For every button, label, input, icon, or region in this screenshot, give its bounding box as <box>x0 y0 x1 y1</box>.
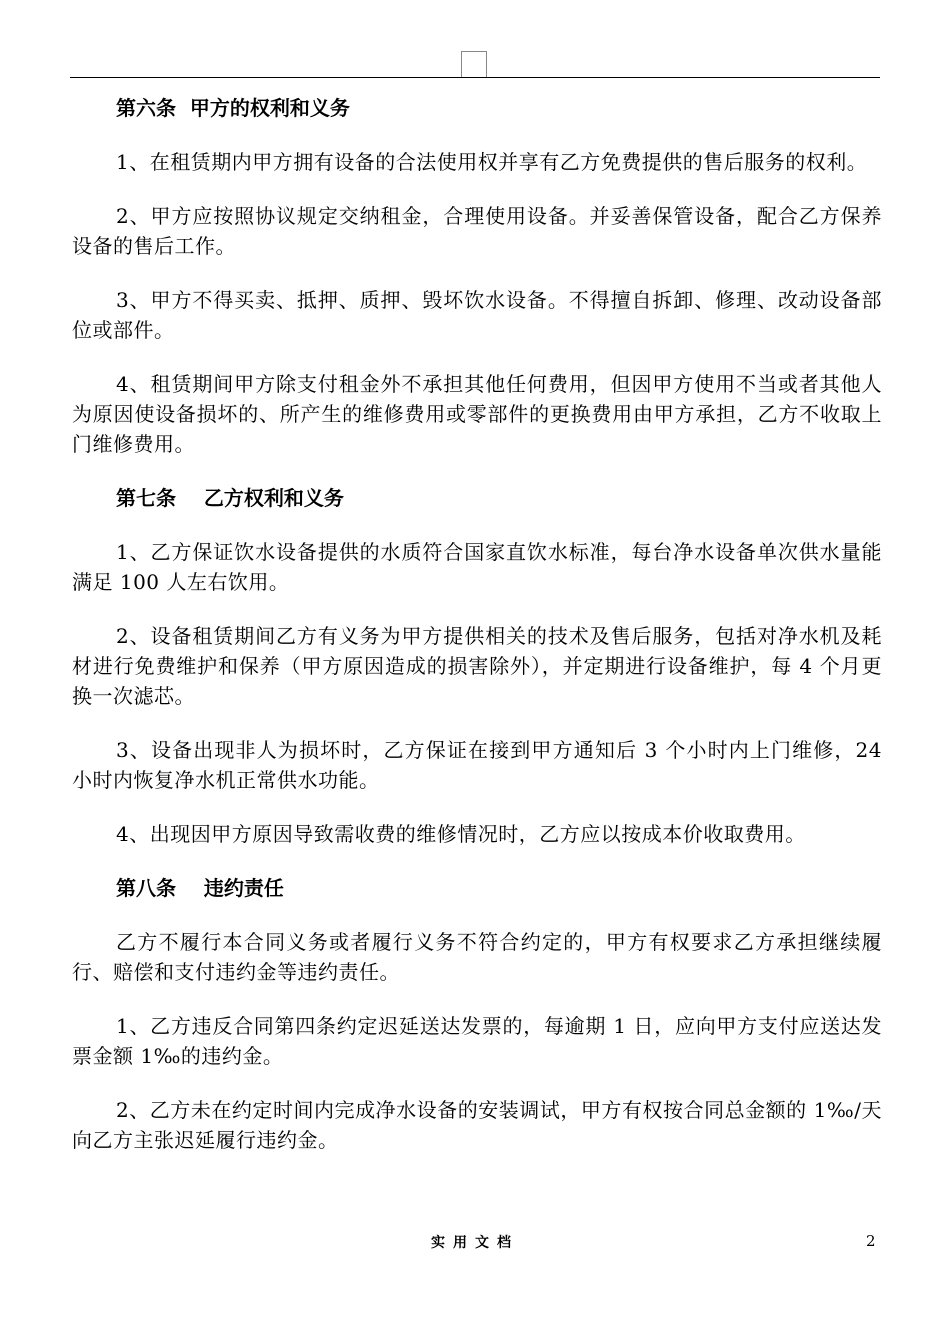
section-7-item-1: 1、乙方保证饮水设备提供的水质符合国家直饮水标准，每台净水设备单次供水量能满足 100 人左右饮用。 <box>72 540 882 594</box>
section-6-item-1: 1、在租赁期内甲方拥有设备的合法使用权并享有乙方免费提供的售后服务的权利。 <box>116 150 868 174</box>
section-8-heading: 第八条 违约责任 <box>116 876 284 900</box>
section-7-item-2: 2、设备租赁期间乙方有义务为甲方提供相关的技术及售后服务，包括对净水机及耗材进行免费维护和保养（甲方原因造成的损害除外），并定期进行设备维护，每 4 个月更换一次滤芯。 <box>72 624 882 708</box>
section-6-item-4: 4、租赁期间甲方除支付租金外不承担其他任何费用，但因甲方使用不当或者其他人为原因使设备损坏的、所产生的维修费用或零部件的更换费用由甲方承担，乙方不收取上门维修费用。 <box>72 372 882 456</box>
section-6-item-2: 2、甲方应按照协议规定交纳租金，合理使用设备。并妥善保管设备，配合乙方保养设备的售后工作。 <box>72 204 882 258</box>
page-number: 2 <box>866 1232 876 1250</box>
header-rule <box>70 77 880 78</box>
section-8-item-1: 1、乙方违反合同第四条约定迟延送达发票的，每逾期 1 日，应向甲方支付应送达发票金额 1‰的违约金。 <box>72 1014 882 1068</box>
section-7-heading: 第七条 乙方权利和义务 <box>116 486 344 510</box>
section-7-item-4: 4、出现因甲方原因导致需收费的维修情况时，乙方应以按成本价收取费用。 <box>116 822 806 846</box>
document-body <box>72 93 882 1179</box>
section-8-intro: 乙方不履行本合同义务或者履行义务不符合约定的，甲方有权要求乙方承担继续履行、赔偿和支付违约金等违约责任。 <box>72 930 882 984</box>
header-box <box>461 51 487 77</box>
section-6-heading: 第六条 甲方的权利和义务 <box>116 96 350 120</box>
section-6-item-3: 3、甲方不得买卖、抵押、质押、毁坏饮水设备。不得擅自拆卸、修理、改动设备部位或部件。 <box>72 288 882 342</box>
section-8-item-2: 2、乙方未在约定时间内完成净水设备的安装调试，甲方有权按合同总金额的 1‰/天向乙方主张迟延履行违约金。 <box>72 1098 882 1152</box>
section-7-item-3: 3、设备出现非人为损坏时，乙方保证在接到甲方通知后 3 个小时内上门维修，24 小时内恢复净水机正常供水功能。 <box>72 738 882 792</box>
footer-label: 实用文档 <box>431 1235 519 1251</box>
